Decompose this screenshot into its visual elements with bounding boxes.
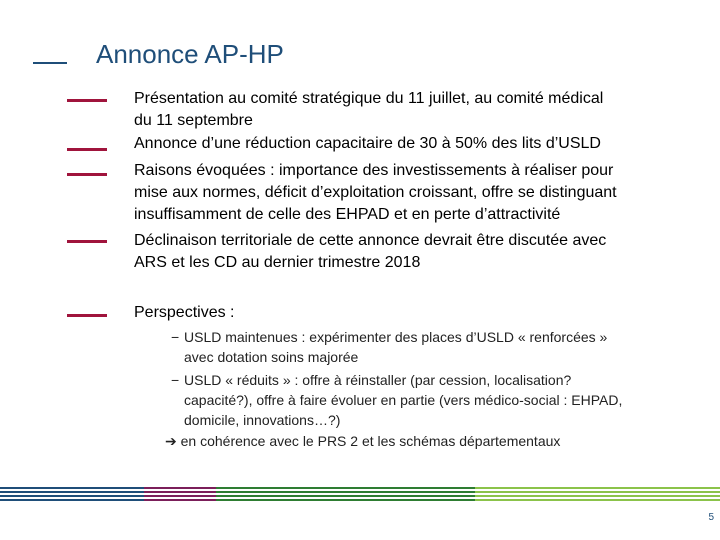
bullet-item — [134, 230, 694, 274]
stripe — [0, 491, 720, 493]
bullet-line: Perspectives : — [134, 304, 235, 321]
sub-line: USLD maintenues : expérimenter des places d’USLD « renforcées » — [184, 329, 608, 345]
sub-dash: − — [171, 329, 180, 345]
bullet-dash — [67, 99, 107, 102]
bullet-line: Annonce d’une réduction capacitaire de 30 à 50% des lits d’USLD — [134, 135, 601, 152]
page-number: 5 — [708, 512, 714, 523]
bullet-item — [134, 133, 694, 155]
sub-item — [171, 370, 701, 430]
sub-line: capacité?), offre à faire évoluer en partie (vers médico-social : EHPAD, — [184, 392, 623, 408]
bullet-item — [134, 160, 694, 226]
bullet-line: Raisons évoquées : importance des investissements à réaliser pour — [134, 162, 614, 179]
conclusion-line — [165, 431, 560, 451]
sub-line: USLD « réduits » : offre à réinstaller (par cession, localisation? — [184, 372, 572, 388]
bullet-line: Déclinaison territoriale de cette annonce devrait être discutée avec — [134, 232, 607, 249]
stripe — [0, 487, 720, 489]
bullet-line: ARS et les CD au dernier trimestre 2018 — [134, 254, 421, 271]
bullet-dash — [67, 173, 107, 176]
sub-dash: − — [171, 372, 180, 388]
bullet-line: insuffisamment de celle des EHPAD et en perte d’attractivité — [134, 206, 561, 223]
stripe — [0, 499, 720, 501]
sub-item — [171, 327, 701, 367]
bullet-dash — [67, 148, 107, 151]
arrow-icon: ➔ — [165, 433, 177, 449]
bullet-dash — [67, 240, 107, 243]
sub-line: domicile, innovations…?) — [184, 412, 341, 428]
sub-line: avec dotation soins majorée — [184, 349, 359, 365]
footer-stripes — [0, 487, 720, 501]
conclusion-text: en cohérence avec le PRS 2 et les schémas départementaux — [180, 433, 561, 449]
stripe — [0, 495, 720, 497]
bullet-line: Présentation au comité stratégique du 11 juillet, au comité médical — [134, 90, 604, 107]
bullet-line: du 11 septembre — [134, 112, 253, 129]
title-dash — [33, 62, 67, 64]
bullet-line: mise aux normes, déficit d’exploitation croissant, offre se distinguant — [134, 184, 617, 201]
slide-title: Annonce AP-HP — [96, 39, 284, 69]
bullet-item — [134, 302, 694, 324]
bullet-dash — [67, 314, 107, 317]
bullet-item — [134, 88, 694, 132]
